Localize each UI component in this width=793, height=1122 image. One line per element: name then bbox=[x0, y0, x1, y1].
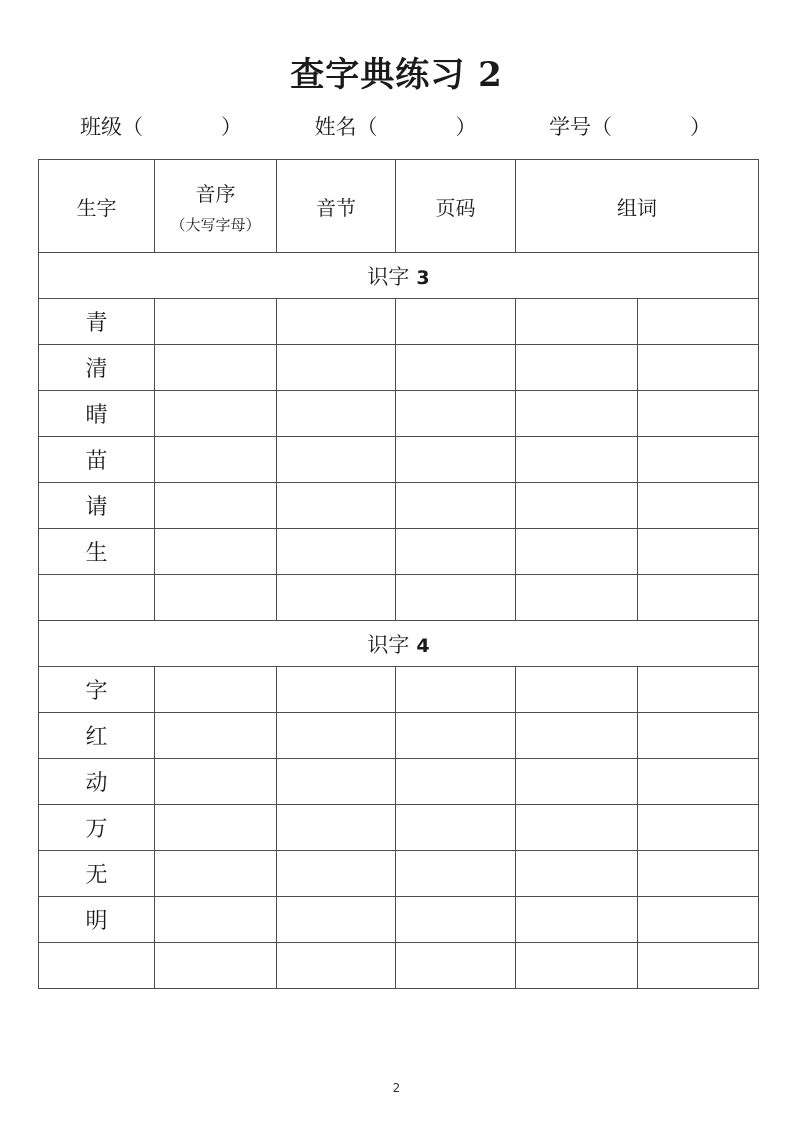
zuci-answer-cell-2 bbox=[638, 437, 759, 483]
zuci-answer-cell-2 bbox=[638, 391, 759, 437]
yinxu-answer-cell bbox=[155, 391, 277, 437]
char-cell: 无 bbox=[39, 851, 155, 897]
yinxu-answer-cell bbox=[155, 483, 277, 529]
yinxu-answer-cell bbox=[155, 667, 277, 713]
yema-answer-cell bbox=[396, 759, 516, 805]
yinjie-answer-cell bbox=[277, 575, 396, 621]
table-row bbox=[39, 483, 759, 529]
section-title bbox=[39, 621, 759, 667]
char-cell: 明 bbox=[39, 897, 155, 943]
open-paren: （ bbox=[356, 115, 378, 140]
yinxu-answer-cell bbox=[155, 713, 277, 759]
info-class-field bbox=[80, 116, 242, 139]
zuci-answer-cell-1 bbox=[516, 713, 638, 759]
page-number: 2 bbox=[392, 1081, 401, 1095]
info-name-field bbox=[315, 116, 477, 139]
section-header-shizi-3 bbox=[39, 253, 759, 299]
info-name-label: 姓名 bbox=[314, 115, 357, 140]
char-cell: 字 bbox=[39, 667, 155, 713]
zuci-answer-cell-1 bbox=[516, 759, 638, 805]
zuci-answer-cell-1 bbox=[516, 437, 638, 483]
info-student-id-field bbox=[549, 116, 711, 139]
table-row bbox=[39, 529, 759, 575]
student-info-line bbox=[80, 116, 711, 139]
yinxu-answer-cell bbox=[155, 897, 277, 943]
char-cell: 生 bbox=[39, 529, 155, 575]
yinjie-answer-cell bbox=[277, 805, 396, 851]
table-row bbox=[39, 759, 759, 805]
section-number: 3 bbox=[416, 266, 430, 289]
yinjie-answer-cell bbox=[277, 851, 396, 897]
table-row bbox=[39, 897, 759, 943]
zuci-answer-cell-1 bbox=[516, 345, 638, 391]
col-header-yema: 页码 bbox=[396, 160, 516, 253]
char-cell bbox=[39, 943, 155, 989]
close-paren: ） bbox=[455, 115, 477, 140]
table-row bbox=[39, 299, 759, 345]
zuci-answer-cell-2 bbox=[638, 805, 759, 851]
yema-answer-cell bbox=[396, 529, 516, 575]
zuci-answer-cell-2 bbox=[638, 529, 759, 575]
zuci-answer-cell-2 bbox=[638, 851, 759, 897]
col-header-yinxu-sublabel: （大写字母） bbox=[170, 215, 261, 234]
table-row bbox=[39, 805, 759, 851]
info-student-id-label: 学号 bbox=[549, 115, 591, 140]
zuci-answer-cell-2 bbox=[638, 299, 759, 345]
yinxu-answer-cell bbox=[155, 299, 277, 345]
zuci-answer-cell-2 bbox=[638, 943, 759, 989]
table-row bbox=[39, 713, 759, 759]
yinxu-answer-cell bbox=[155, 759, 277, 805]
table-row bbox=[39, 667, 759, 713]
yinjie-answer-cell bbox=[277, 759, 396, 805]
yema-answer-cell bbox=[396, 299, 516, 345]
info-class-label: 班级 bbox=[80, 115, 122, 140]
yinjie-answer-cell bbox=[277, 299, 396, 345]
close-paren: ） bbox=[221, 115, 242, 140]
table-row bbox=[39, 851, 759, 897]
close-paren: ） bbox=[690, 115, 711, 140]
zuci-answer-cell-2 bbox=[638, 759, 759, 805]
zuci-answer-cell-1 bbox=[516, 391, 638, 437]
yinjie-answer-cell bbox=[277, 667, 396, 713]
yinjie-answer-cell bbox=[277, 391, 396, 437]
yema-answer-cell bbox=[396, 713, 516, 759]
yinjie-answer-cell bbox=[277, 897, 396, 943]
table-row bbox=[39, 345, 759, 391]
section-title bbox=[39, 253, 759, 299]
yema-answer-cell bbox=[396, 483, 516, 529]
col-header-yinxu bbox=[155, 160, 277, 253]
char-cell bbox=[39, 575, 155, 621]
char-cell: 苗 bbox=[39, 437, 155, 483]
col-header-yinxu-label: 音序 bbox=[195, 181, 236, 206]
yinjie-answer-cell bbox=[277, 345, 396, 391]
zuci-answer-cell-1 bbox=[516, 851, 638, 897]
char-cell: 请 bbox=[39, 483, 155, 529]
zuci-answer-cell-2 bbox=[638, 897, 759, 943]
col-header-yinjie: 音节 bbox=[277, 160, 396, 253]
char-cell: 红 bbox=[39, 713, 155, 759]
open-paren: （ bbox=[591, 115, 612, 140]
table-header-row bbox=[39, 160, 759, 253]
page-title: 查字典练习 2 bbox=[290, 55, 503, 95]
zuci-answer-cell-2 bbox=[638, 713, 759, 759]
yinjie-answer-cell bbox=[277, 943, 396, 989]
yinjie-answer-cell bbox=[277, 529, 396, 575]
char-cell: 晴 bbox=[39, 391, 155, 437]
table-row-empty bbox=[39, 575, 759, 621]
yema-answer-cell bbox=[396, 897, 516, 943]
table-row bbox=[39, 391, 759, 437]
zuci-answer-cell-1 bbox=[516, 529, 638, 575]
char-cell: 万 bbox=[39, 805, 155, 851]
zuci-answer-cell-2 bbox=[638, 483, 759, 529]
yema-answer-cell bbox=[396, 345, 516, 391]
zuci-answer-cell-1 bbox=[516, 943, 638, 989]
col-header-shengzi: 生字 bbox=[39, 160, 155, 253]
zuci-answer-cell-1 bbox=[516, 299, 638, 345]
yinxu-answer-cell bbox=[155, 529, 277, 575]
yema-answer-cell bbox=[396, 851, 516, 897]
zuci-answer-cell-1 bbox=[516, 897, 638, 943]
yema-answer-cell bbox=[396, 805, 516, 851]
open-paren: （ bbox=[122, 115, 143, 140]
yema-answer-cell bbox=[396, 437, 516, 483]
section-name: 识字 bbox=[367, 632, 410, 657]
worksheet-table bbox=[38, 159, 759, 989]
yinxu-answer-cell bbox=[155, 345, 277, 391]
yema-answer-cell bbox=[396, 943, 516, 989]
zuci-answer-cell-1 bbox=[516, 805, 638, 851]
yinxu-answer-cell bbox=[155, 851, 277, 897]
yema-answer-cell bbox=[396, 391, 516, 437]
yinxu-answer-cell bbox=[155, 437, 277, 483]
col-header-zuci: 组词 bbox=[516, 160, 759, 253]
zuci-answer-cell-1 bbox=[516, 483, 638, 529]
yinxu-answer-cell bbox=[155, 805, 277, 851]
zuci-answer-cell-1 bbox=[516, 667, 638, 713]
table-row bbox=[39, 437, 759, 483]
yinjie-answer-cell bbox=[277, 483, 396, 529]
zuci-answer-cell-2 bbox=[638, 575, 759, 621]
char-cell: 清 bbox=[39, 345, 155, 391]
yema-answer-cell bbox=[396, 575, 516, 621]
yinjie-answer-cell bbox=[277, 437, 396, 483]
zuci-answer-cell-2 bbox=[638, 345, 759, 391]
yinxu-answer-cell bbox=[155, 943, 277, 989]
zuci-answer-cell-2 bbox=[638, 667, 759, 713]
section-number: 4 bbox=[416, 634, 430, 657]
yinxu-answer-cell bbox=[155, 575, 277, 621]
char-cell: 青 bbox=[39, 299, 155, 345]
char-cell: 动 bbox=[39, 759, 155, 805]
section-name: 识字 bbox=[367, 264, 410, 289]
table-row-empty bbox=[39, 943, 759, 989]
yema-answer-cell bbox=[396, 667, 516, 713]
section-header-shizi-4 bbox=[39, 621, 759, 667]
yinjie-answer-cell bbox=[277, 713, 396, 759]
zuci-answer-cell-1 bbox=[516, 575, 638, 621]
